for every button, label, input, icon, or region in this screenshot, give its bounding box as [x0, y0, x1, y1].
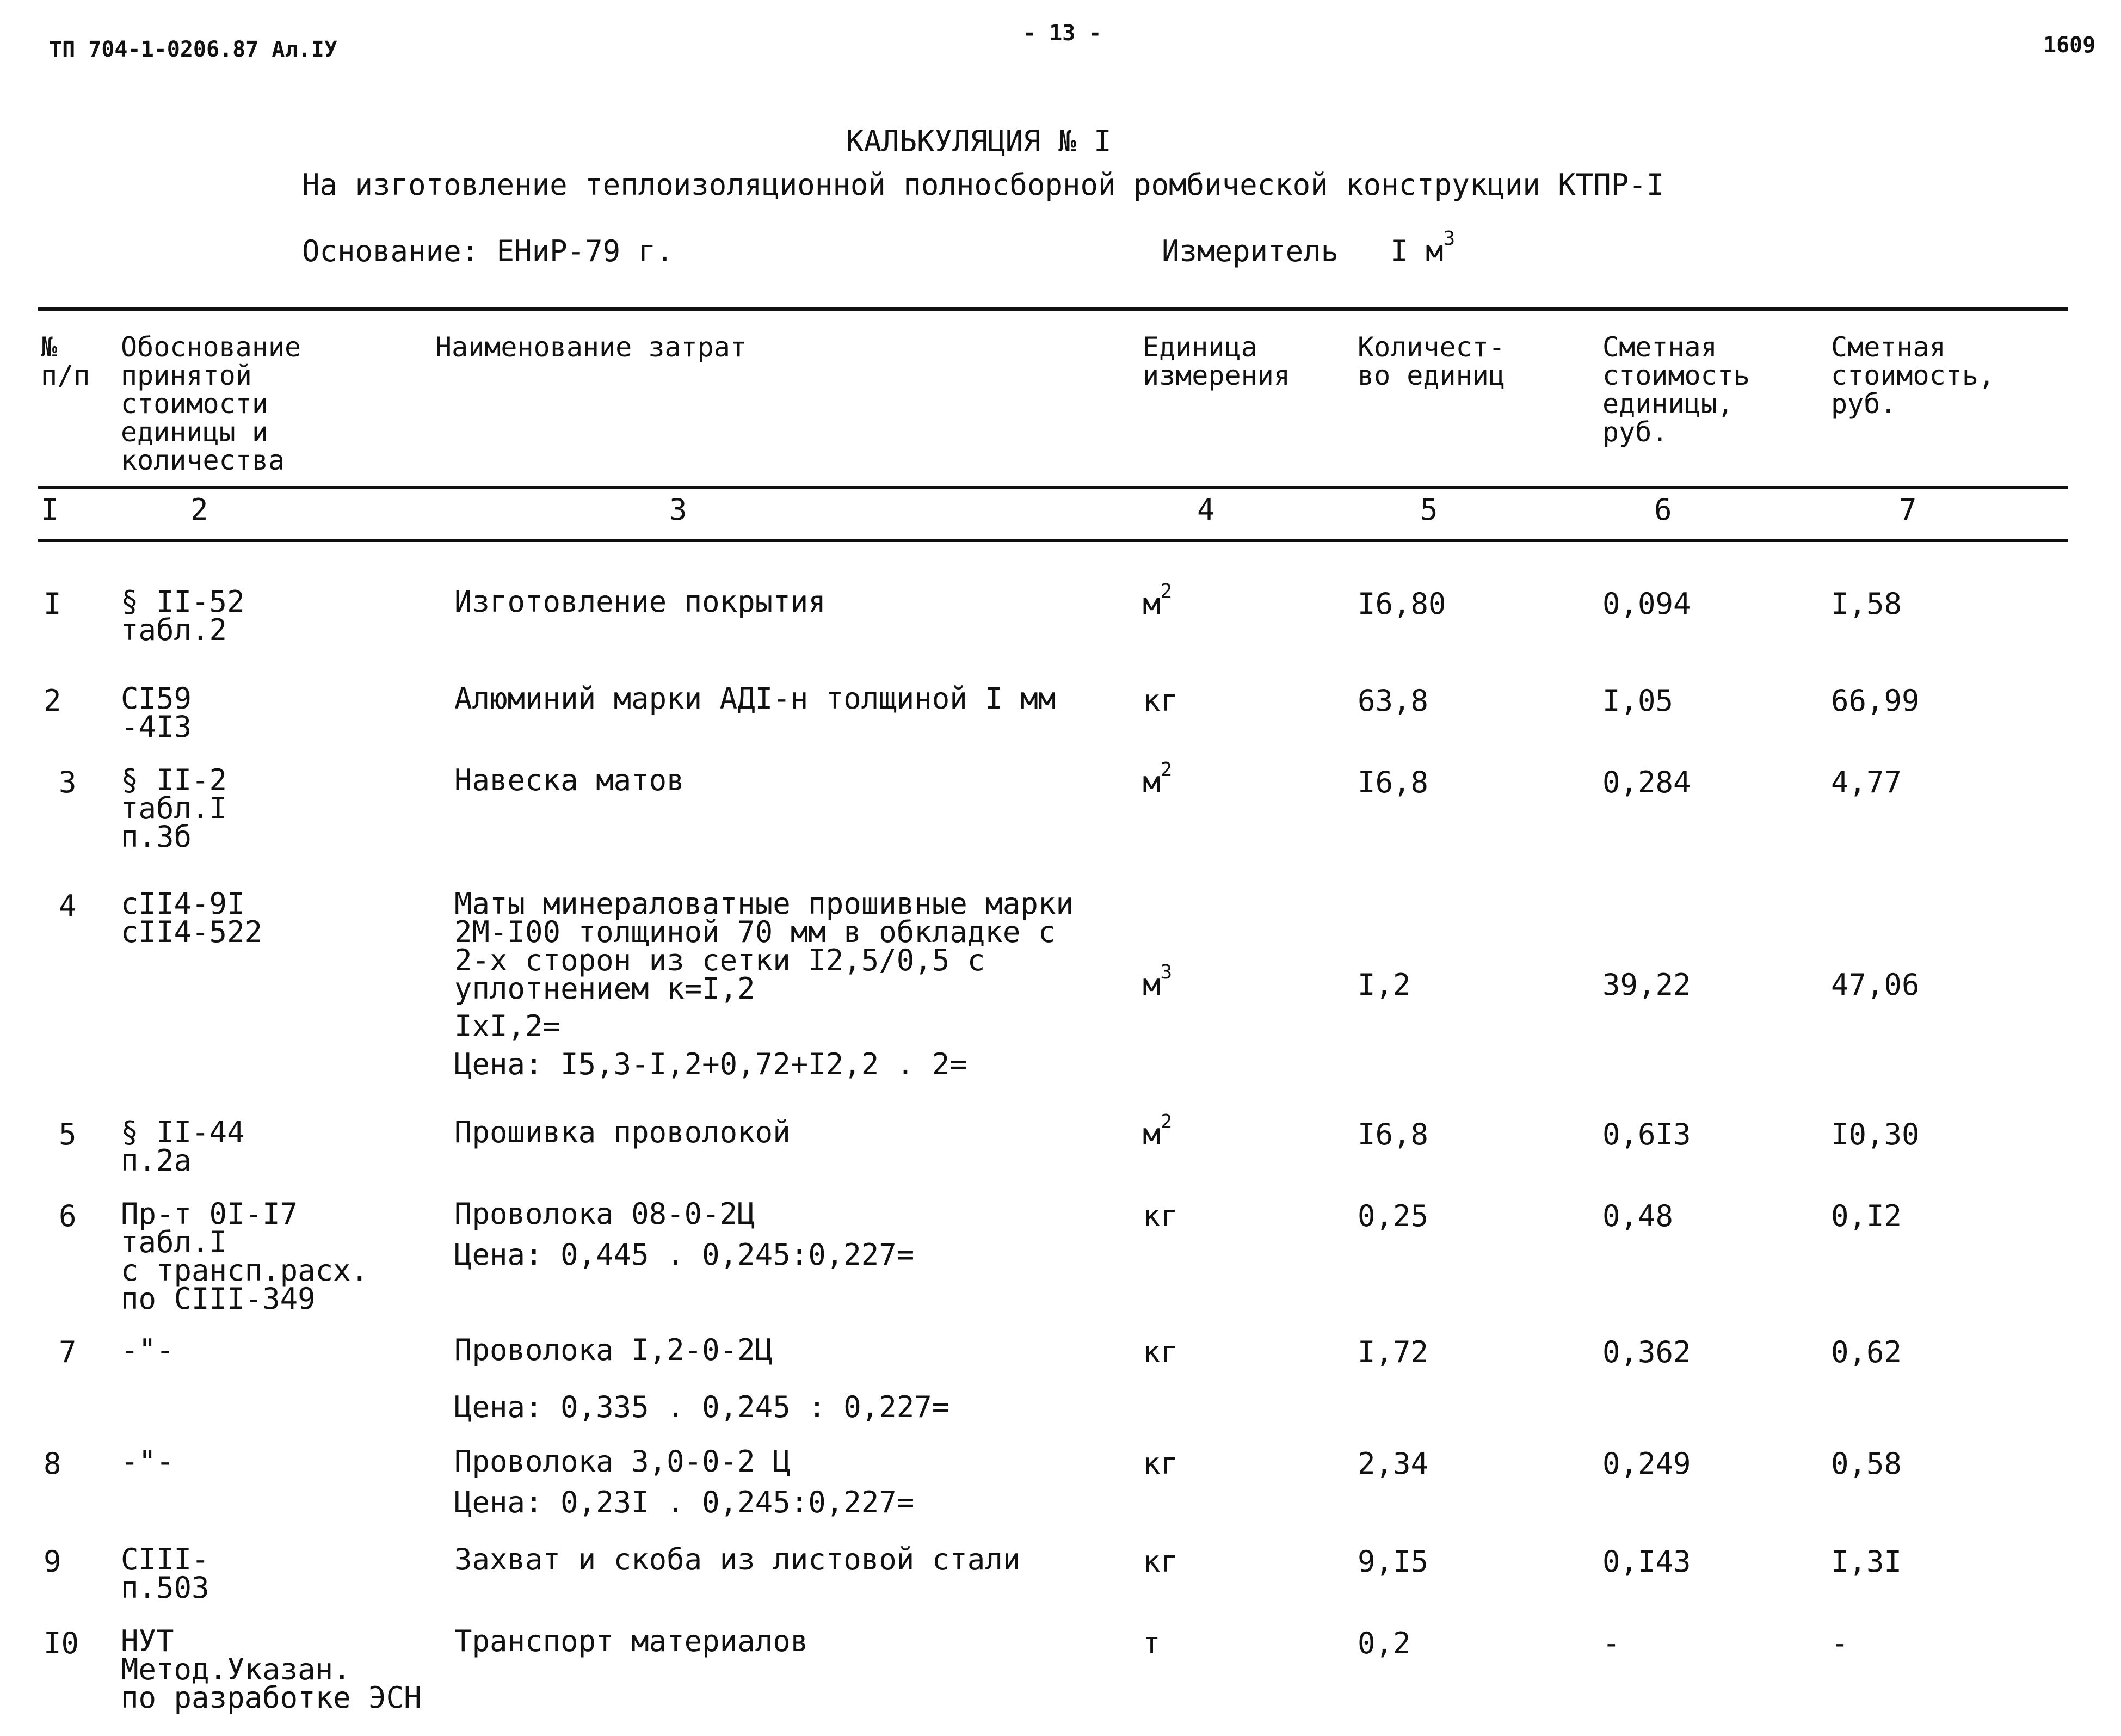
row-total-cost: 0,I2	[1831, 1199, 1902, 1233]
row-basis-line: cII4-9I	[121, 887, 245, 921]
row-unit-text: м	[1143, 1117, 1161, 1152]
column-header-6-line: единицы,	[1602, 388, 1734, 420]
row-unit-price: 0,6I3	[1602, 1117, 1691, 1152]
column-header-1-line: п/п	[41, 360, 90, 391]
row-number: 4	[59, 889, 77, 923]
row-unit-text: т	[1143, 1626, 1161, 1660]
row-basis-line: по разработке ЭСН	[121, 1680, 422, 1715]
row-unit-text: м	[1143, 587, 1161, 621]
row-cost-name-line: Проволока 08-0-2Ц	[454, 1197, 755, 1231]
column-header-6-line: стоимость	[1602, 360, 1750, 391]
row-price-formula: Цена: I5,3-I,2+0,72+I2,2 . 2=	[454, 1047, 967, 1081]
row-basis-line: Метод.Указан.	[121, 1652, 351, 1686]
row-number: 3	[59, 765, 77, 799]
row-cost-name-line: Цена: 0,445 . 0,245:0,227=	[454, 1238, 915, 1272]
column-header-4-line: измерения	[1143, 360, 1290, 391]
meter-value: I $м^3$	[1390, 227, 1456, 268]
document-code: ТП 704-1-0206.87 Ал.IУ	[49, 37, 337, 62]
row-basis-line: табл.2	[121, 613, 227, 647]
column-header-5-line: Количест-	[1358, 331, 1505, 363]
row-basis-line: cII4-522	[121, 915, 263, 949]
row-total-cost: 0,58	[1831, 1446, 1902, 1481]
row-quantity: I6,8	[1358, 1117, 1429, 1152]
row-basis-line: по СIII-349	[121, 1282, 316, 1316]
row-quantity: 0,25	[1358, 1199, 1429, 1233]
column-header-2-line: количества	[121, 445, 285, 476]
column-number: 2	[190, 493, 208, 527]
row-unit-text: кг	[1143, 1544, 1179, 1579]
row-unit-price: 0,I43	[1602, 1544, 1691, 1579]
row-unit	[1143, 1335, 1178, 1369]
row-number: 6	[59, 1199, 77, 1233]
row-unit-price: 39,22	[1602, 968, 1691, 1002]
column-header-2-line: Обоснование	[121, 331, 301, 363]
basis-line: Основание: ЕНиР-79 г.	[302, 234, 674, 268]
row-unit	[1143, 1199, 1178, 1233]
column-header-7-line: стоимость,	[1831, 360, 1995, 391]
column-header-3-line: Наименование затрат	[435, 331, 747, 363]
row-basis-line: п.503	[121, 1571, 209, 1605]
row-cost-name-line: Маты минераловатные прошивные марки	[454, 887, 1074, 921]
row-unit	[1143, 1626, 1161, 1660]
meter-label: Измеритель	[1162, 234, 1339, 268]
column-header-2-line: стоимости	[121, 388, 268, 420]
column-header-2-line: единицы и	[121, 416, 268, 448]
row-number: 5	[59, 1117, 77, 1152]
row-cost-name-line: Проволока 3,0-0-2 Ц	[454, 1444, 791, 1479]
row-basis-line: п.3б	[121, 820, 192, 854]
row-basis-line: -"-	[121, 1333, 174, 1367]
row-cost-name-line: Транспорт материалов	[454, 1624, 809, 1658]
row-basis-line: § II-44	[121, 1115, 245, 1149]
sheet-number: 1609	[2043, 33, 2096, 58]
row-unit-exponent: 3	[1160, 961, 1173, 983]
column-header-7-line: Сметная	[1831, 331, 1946, 363]
column-number: 6	[1654, 493, 1672, 527]
row-basis-line: с трансп.расх.	[121, 1253, 369, 1288]
row-number: 9	[44, 1544, 61, 1579]
row-basis-line: п.2а	[121, 1143, 192, 1178]
row-basis-line: § II-2	[121, 763, 227, 797]
row-cost-name-line: 2-х сторон из сетки I2,5/0,5 с	[454, 943, 985, 977]
row-basis-line: табл.I	[121, 791, 227, 826]
row-basis-line: -"-	[121, 1444, 174, 1479]
row-total-cost: -	[1831, 1626, 1849, 1660]
page-number: - 13 -	[1023, 21, 1102, 46]
row-quantity: 63,8	[1358, 684, 1429, 718]
row-cost-name-line: Цена: 0,23I . 0,245:0,227=	[454, 1485, 915, 1519]
column-header-7-line: руб.	[1831, 388, 1897, 420]
column-number: I	[41, 493, 59, 527]
column-header-6-line: руб.	[1602, 416, 1668, 448]
row-unit-text: м	[1143, 765, 1161, 799]
row-quantity: I6,8	[1358, 765, 1429, 799]
row-unit-text: кг	[1143, 684, 1179, 718]
row-number: 2	[44, 684, 61, 718]
row-unit-text: м	[1143, 968, 1161, 1002]
row-total-cost: I0,30	[1831, 1117, 1920, 1152]
row-basis-line: CI59	[121, 681, 192, 716]
row-quantity: I,72	[1358, 1335, 1429, 1369]
row-number: 7	[59, 1335, 77, 1369]
row-unit-price: I,05	[1602, 684, 1674, 718]
row-unit	[1143, 580, 1173, 621]
row-unit-price: 0,249	[1602, 1446, 1691, 1481]
row-unit-price: 0,362	[1602, 1335, 1691, 1369]
row-quantity: I,2	[1358, 968, 1411, 1002]
row-quantity: 9,I5	[1358, 1544, 1429, 1579]
numbers-bottom-rule	[38, 539, 2068, 542]
calculation-subtitle: На изготовление теплоизоляционной полносборной ромбической конструкции КТПР-I	[302, 168, 1664, 202]
row-total-cost: 0,62	[1831, 1335, 1902, 1369]
column-number: 7	[1899, 493, 1917, 527]
row-unit	[1143, 1544, 1178, 1579]
row-unit-price: -	[1602, 1626, 1620, 1660]
column-header-6-line: Сметная	[1602, 331, 1717, 363]
table-top-rule	[38, 307, 2068, 311]
row-cost-name-line: 2М-I00 толщиной 70 мм в обкладке с	[454, 915, 1056, 949]
column-header-1-line: №	[41, 331, 58, 363]
column-header-5-line: во единиц	[1358, 360, 1505, 391]
row-price-formula: Цена: 0,335 . 0,245 : 0,227=	[454, 1390, 950, 1424]
row-unit-exponent: 2	[1160, 759, 1173, 781]
row-unit-text: кг	[1143, 1446, 1179, 1481]
row-total-cost: I,58	[1831, 587, 1902, 621]
row-number: I0	[44, 1626, 79, 1660]
column-number: 3	[669, 493, 687, 527]
row-unit-exponent: 2	[1160, 1111, 1173, 1133]
row-quantity: 2,34	[1358, 1446, 1429, 1481]
row-total-cost: I,3I	[1831, 1544, 1902, 1579]
row-quantity: I6,80	[1358, 587, 1446, 621]
calculation-title: КАЛЬКУЛЯЦИЯ № I	[846, 124, 1112, 158]
row-total-cost: 66,99	[1831, 684, 1920, 718]
row-cost-name-line: Навеска матов	[454, 763, 685, 797]
column-header-2-line: принятой	[121, 360, 252, 391]
row-unit	[1143, 1446, 1178, 1481]
row-total-cost: 47,06	[1831, 968, 1920, 1002]
row-basis-line: Пр-т 0I-I7	[121, 1197, 298, 1231]
row-basis-line: НУТ	[121, 1624, 174, 1658]
row-number: I	[44, 587, 61, 621]
row-unit	[1143, 961, 1173, 1002]
row-unit-price: 0,48	[1602, 1199, 1674, 1233]
row-basis-line: СIII-	[121, 1542, 209, 1577]
row-unit-price: 0,284	[1602, 765, 1691, 799]
row-cost-name-line: Алюминий марки АДI-н толщиной I мм	[454, 681, 1056, 716]
row-cost-name-line: Захват и скоба из листовой стали	[454, 1542, 1021, 1577]
row-price-formula: IxI,2=	[454, 1009, 561, 1043]
row-unit	[1143, 684, 1178, 718]
row-unit-price: 0,094	[1602, 587, 1691, 621]
row-unit	[1143, 1111, 1173, 1152]
row-cost-name-line: Проволока I,2-0-2Ц	[454, 1333, 773, 1367]
row-cost-name-line: Изготовление покрытия	[454, 584, 826, 619]
header-bottom-rule	[38, 486, 2068, 489]
row-cost-name-line: уплотнением к=I,2	[454, 971, 755, 1006]
row-basis-line: -4I3	[121, 710, 192, 744]
column-number: 4	[1197, 493, 1215, 527]
row-unit-text: кг	[1143, 1335, 1179, 1369]
row-quantity: 0,2	[1358, 1626, 1411, 1660]
row-basis-line: табл.I	[121, 1225, 227, 1259]
column-header-4-line: Единица	[1143, 331, 1257, 363]
row-basis-line: § II-52	[121, 584, 245, 619]
column-number: 5	[1420, 493, 1438, 527]
row-total-cost: 4,77	[1831, 765, 1902, 799]
row-unit-text: кг	[1143, 1199, 1179, 1233]
row-number: 8	[44, 1446, 61, 1481]
row-unit	[1143, 759, 1173, 799]
row-cost-name-line: Прошивка проволокой	[454, 1115, 791, 1149]
row-unit-exponent: 2	[1160, 580, 1173, 602]
